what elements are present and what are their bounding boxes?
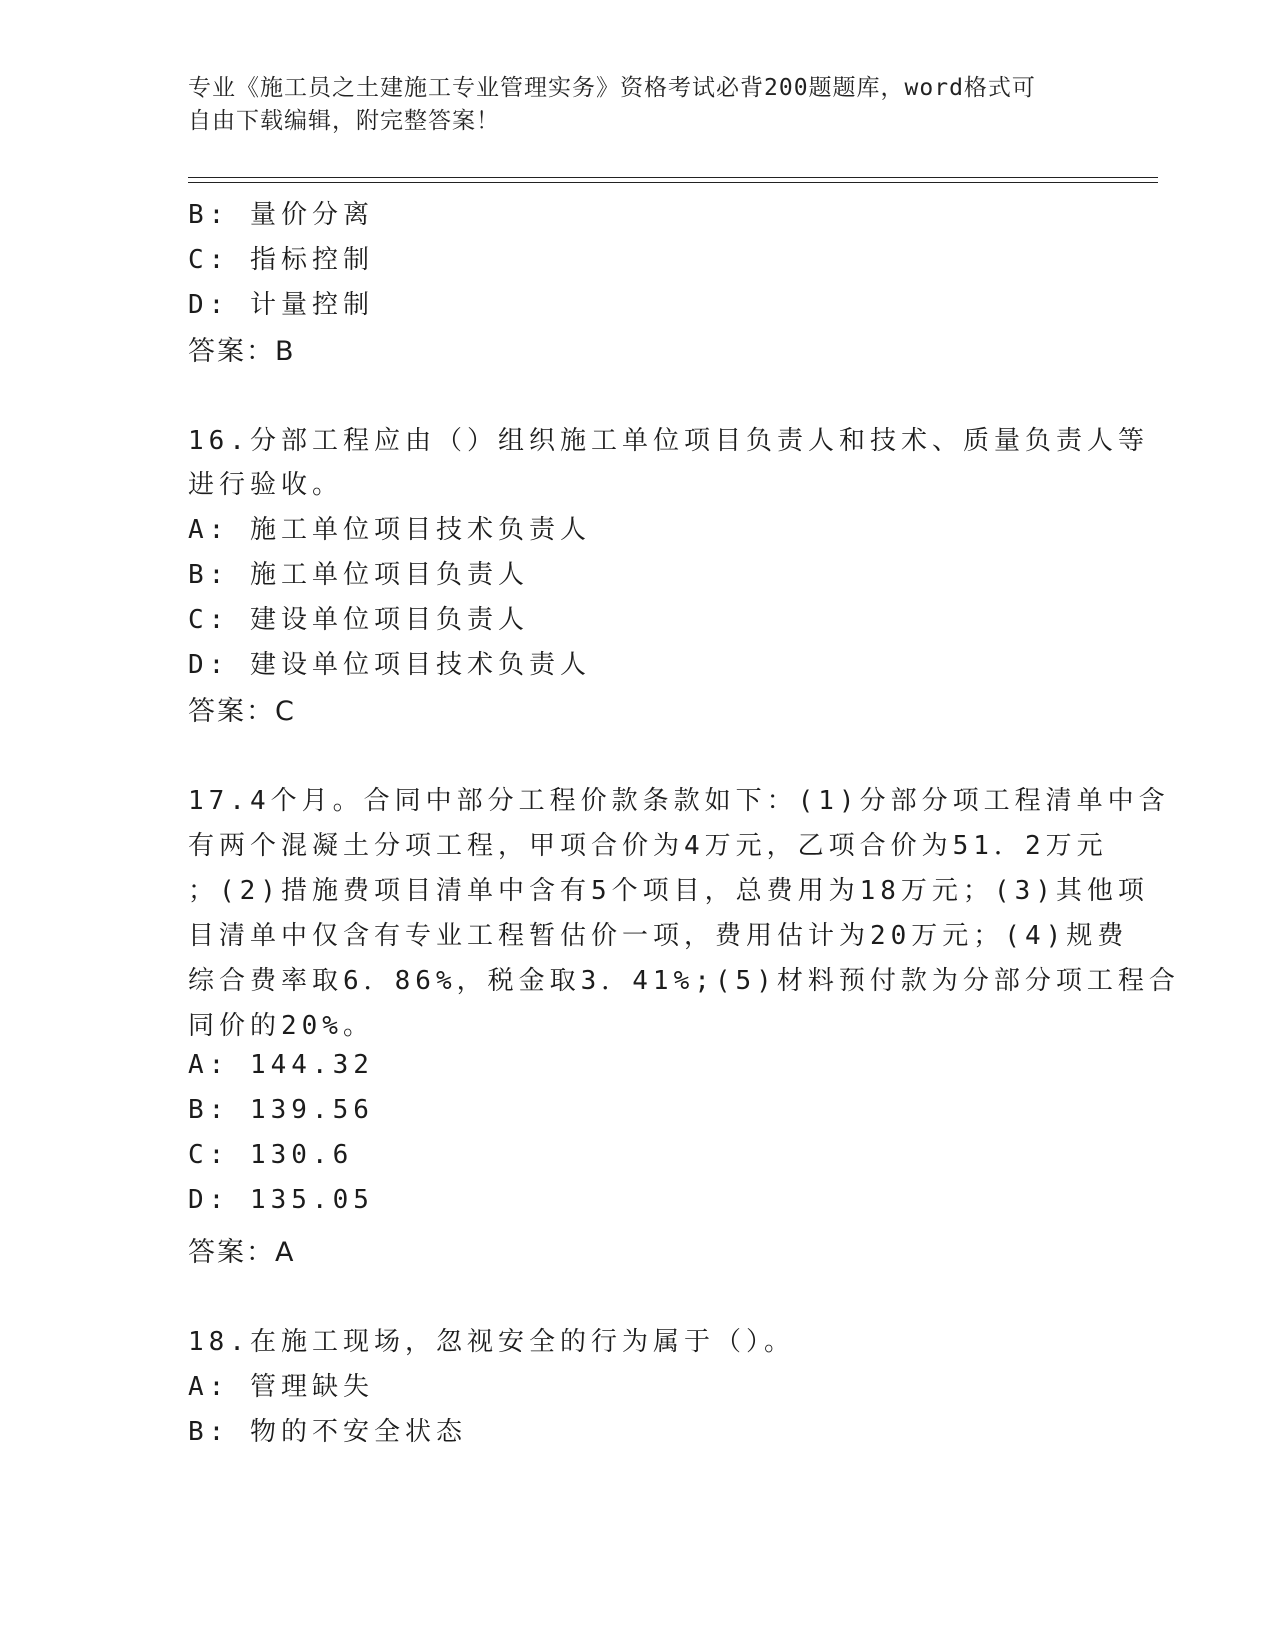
q18-stem-line-1: 18.在施工现场，忽视安全的行为属于（）。 xyxy=(188,1327,795,1357)
q17-stem-line-6: 同价的20%。 xyxy=(188,1011,374,1041)
q15-answer: 答案：B xyxy=(188,336,296,367)
q16-answer: 答案：C xyxy=(188,696,296,727)
q16-stem-line-1: 16.分部工程应由（）组织施工单位项目负责人和技术、质量负责人等 xyxy=(188,426,1149,456)
q16-option-d: D: 建设单位项目技术负责人 xyxy=(188,650,591,680)
q17-option-c: C: 130.6 xyxy=(188,1140,354,1170)
q16-option-c: C: 建设单位项目负责人 xyxy=(188,605,529,635)
q17-option-a: A: 144.32 xyxy=(188,1050,374,1080)
q15-option-c: C: 指标控制 xyxy=(188,245,374,275)
q18-option-a: A: 管理缺失 xyxy=(188,1372,374,1402)
header-line-2: 自由下载编辑，附完整答案！ xyxy=(188,108,500,134)
header-line-1: 专业《施工员之土建施工专业管理实务》资格考试必背200题题库，word格式可 xyxy=(188,75,1036,101)
q17-option-d: D: 135.05 xyxy=(188,1185,374,1215)
q16-option-a: A: 施工单位项目技术负责人 xyxy=(188,515,591,545)
q17-stem-line-5: 综合费率取6．86%，税金取3．41%;(5)材料预付款为分部分项工程合 xyxy=(188,966,1180,996)
q17-stem-line-2: 有两个混凝土分项工程，甲项合价为4万元，乙项合价为51．2万元 xyxy=(188,831,1108,861)
q17-stem-line-1: 17.4个月。合同中部分工程价款条款如下：(1)分部分项工程清单中含 xyxy=(188,786,1170,816)
q17-stem-line-3: ；(2)措施费项目清单中含有5个项目，总费用为18万元；(3)其他项 xyxy=(188,876,1149,906)
q15-option-b: B: 量价分离 xyxy=(188,200,374,230)
q17-option-b: B: 139.56 xyxy=(188,1095,374,1125)
q17-stem-line-4: 目清单中仅含有专业工程暂估价一项，费用估计为20万元；(4)规费 xyxy=(188,921,1129,951)
q18-option-b: B: 物的不安全状态 xyxy=(188,1417,467,1447)
q16-option-b: B: 施工单位项目负责人 xyxy=(188,560,529,590)
header-rule-bottom xyxy=(188,182,1158,183)
document-header xyxy=(188,72,1088,138)
header-rule-top xyxy=(188,177,1158,178)
q16-stem-line-2: 进行验收。 xyxy=(188,470,344,500)
q17-answer: 答案：A xyxy=(188,1237,296,1268)
q15-option-d: D: 计量控制 xyxy=(188,290,374,320)
